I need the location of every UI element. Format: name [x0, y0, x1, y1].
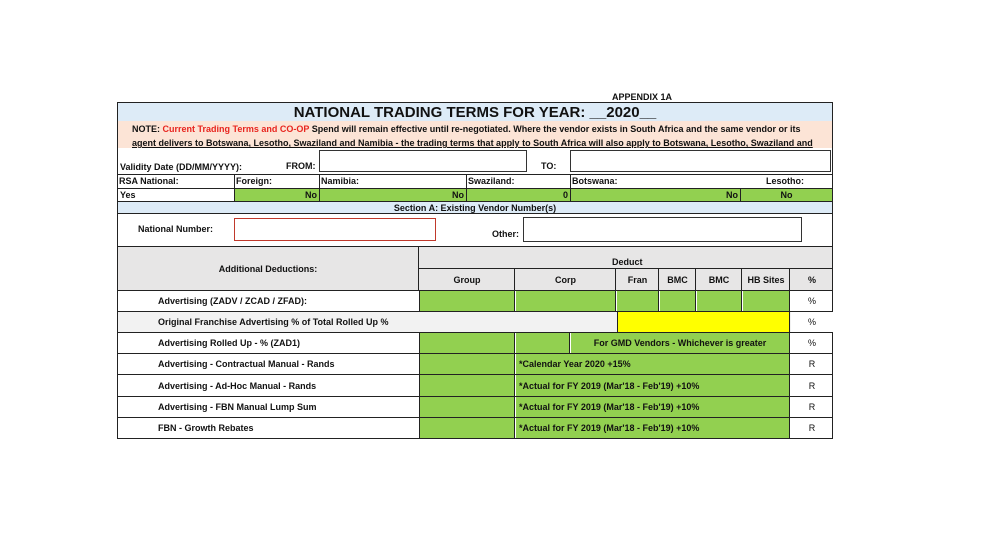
note-prefix: NOTE:	[132, 124, 160, 134]
foreign-value[interactable]: No	[235, 188, 319, 201]
deduct-label: Deduct	[612, 257, 643, 267]
row-note: *Actual for FY 2019 (Mar'18 - Feb'19) +10%	[516, 397, 790, 417]
row-unit: %	[791, 312, 833, 332]
row-note: *Calendar Year 2020 +15%	[516, 354, 790, 374]
region-header-lesotho: Lesotho:	[766, 176, 804, 186]
fran-input-cell[interactable]	[617, 291, 659, 311]
from-label: FROM:	[286, 161, 316, 171]
col-bmc-1: BMC	[660, 269, 696, 291]
note-box	[117, 121, 833, 148]
national-number-label: National Number:	[138, 224, 214, 234]
row-label: Advertising (ZADV / ZCAD / ZFAD):	[158, 296, 307, 306]
other-label: Other:	[492, 229, 519, 239]
corp-input-cell[interactable]	[516, 333, 570, 353]
row-unit: R	[808, 380, 816, 391]
swaziland-value[interactable]: 0	[467, 188, 570, 201]
row-unit: %	[807, 338, 816, 348]
row-label: Original Franchise Advertising % of Total Rolled Up %	[158, 317, 389, 327]
group-input-cell[interactable]	[420, 418, 515, 438]
page-title: NATIONAL TRADING TERMS FOR YEAR: __2020__	[117, 102, 833, 122]
gmd-vendor-note: For GMD Vendors - Whichever is greater	[571, 333, 790, 353]
row-note: *Actual for FY 2019 (Mar'18 - Feb'19) +10%	[516, 418, 790, 438]
col-corp: Corp	[516, 269, 616, 291]
region-header-namibia: Namibia:	[321, 176, 360, 186]
from-date-input[interactable]	[319, 150, 527, 172]
hb-sites-input-cell[interactable]	[743, 291, 790, 311]
rsa-value-cell	[117, 188, 234, 201]
national-number-input[interactable]	[234, 218, 436, 241]
rsa-value: Yes	[120, 190, 136, 200]
bmc-2-input-cell[interactable]	[697, 291, 742, 311]
row-unit: R	[808, 423, 816, 433]
note-line-1	[132, 124, 801, 134]
note-line-2: agent delivers to Botswana, Lesotho, Swaziland and Namibia - the trading terms that apply to South Africa will also apply to Botswana, Lesotho, Swaziland and	[132, 138, 813, 148]
col-percent: %	[807, 275, 816, 285]
to-label: TO:	[541, 161, 557, 171]
row-unit: %	[807, 296, 816, 306]
lesotho-value[interactable]: No	[741, 188, 833, 201]
appendix-label: APPENDIX 1A	[612, 92, 673, 102]
note-highlight: Current Trading Terms and CO-OP	[162, 124, 310, 134]
region-header-botswana: Botswana:	[572, 176, 618, 186]
bmc-1-input-cell[interactable]	[660, 291, 696, 311]
row-label: Advertising Rolled Up - % (ZAD1)	[158, 338, 301, 348]
additional-deductions-header: Additional Deductions:	[117, 247, 419, 291]
col-group: Group	[420, 269, 515, 291]
row-unit: R	[808, 402, 816, 412]
row-note: *Actual for FY 2019 (Mar'18 - Feb'19) +10%	[516, 375, 790, 396]
note-line-1-text: Spend will remain effective until re-negotiated. Where the vendor exists in South Africa and the same vendor or its	[311, 124, 801, 134]
group-input-cell[interactable]	[420, 333, 515, 353]
row-label: FBN - Growth Rebates	[158, 423, 254, 433]
col-hb-sites: HB Sites	[743, 269, 790, 291]
row-label: Advertising - Contractual Manual - Rands	[158, 359, 335, 369]
section-a-title: Section A: Existing Vendor Number(s)	[117, 201, 833, 214]
franchise-percent-input-cell[interactable]	[617, 312, 790, 332]
row-label: Advertising - FBN Manual Lump Sum	[158, 402, 317, 412]
group-input-cell[interactable]	[420, 291, 515, 311]
region-header-foreign: Foreign:	[236, 176, 272, 186]
group-input-cell[interactable]	[420, 375, 515, 396]
corp-input-cell[interactable]	[516, 291, 616, 311]
region-header-rsa: RSA National:	[119, 176, 179, 186]
validity-label: Validity Date (DD/MM/YYYY):	[120, 162, 243, 172]
region-header-swaziland: Swaziland:	[468, 176, 515, 186]
group-input-cell[interactable]	[420, 354, 515, 374]
row-unit: R	[808, 359, 816, 369]
row-label: Advertising - Ad-Hoc Manual - Rands	[158, 380, 317, 391]
to-date-input[interactable]	[570, 150, 831, 172]
botswana-value[interactable]: No	[571, 188, 740, 201]
other-number-input[interactable]	[523, 217, 802, 242]
col-bmc-2: BMC	[697, 269, 742, 291]
col-fran: Fran	[617, 269, 659, 291]
namibia-value[interactable]: No	[320, 188, 466, 201]
group-input-cell[interactable]	[420, 397, 515, 417]
